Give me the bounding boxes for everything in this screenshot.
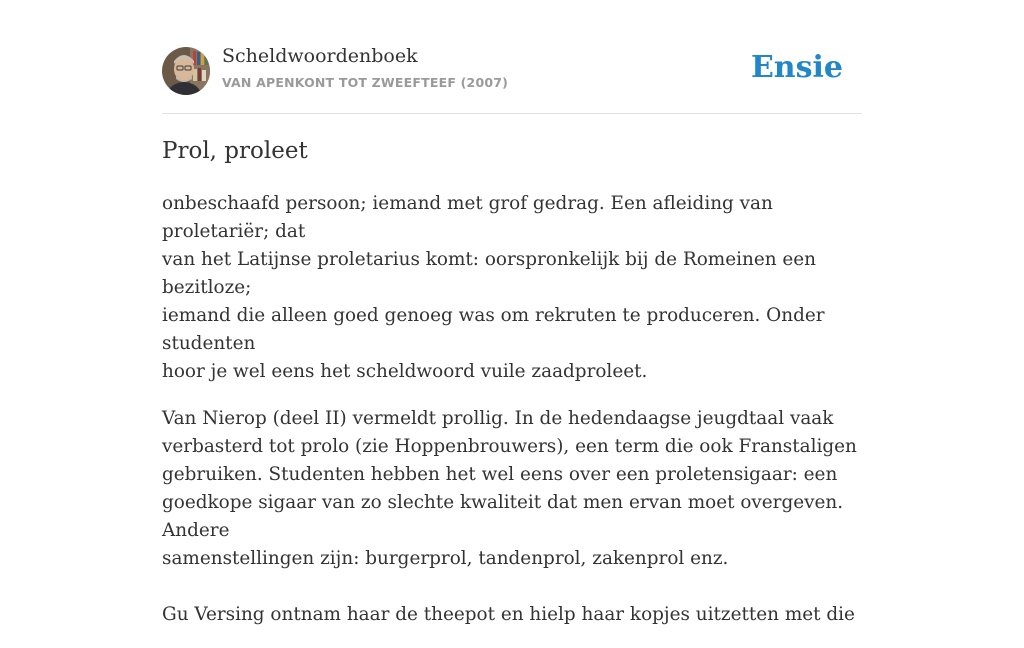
entry-paragraph: Van Nierop (deel II) vermeldt prollig. In de hedendaagse jeugdtaal vaak verbasterd tot prolo (zie Hoppenbrouwers), een term die ook Franstaligen gebruiken. Studenten hebben het wel eens over een proletensigaar: een goedkope sigaar van zo slechte kwaliteit dat men ervan moet overgeven. Andere samenstellingen zijn: burgerprol, tandenprol, zakenprol enz. Gu Versing ontnam haar de theepot en hielp haar kopjes uitzetten met die <box>162 408 857 625</box>
header <box>162 0 862 114</box>
entry-body <box>162 190 862 648</box>
author-portrait-icon <box>162 47 210 95</box>
entry-title: Prol, proleet <box>162 138 308 164</box>
book-subtitle: VAN APENKONT TOT ZWEEFTEEF (2007) <box>222 75 509 90</box>
book-title[interactable]: Scheldwoordenboek <box>222 45 418 67</box>
author-avatar[interactable] <box>162 47 210 95</box>
entry-card <box>162 0 862 625</box>
entry-paragraph: onbeschaafd persoon; iemand met grof gedrag. Een afleiding van proletariër; dat van het Latijnse proletarius komt: oorspronkelijk bij de Romeinen een bezitloze; iemand die alleen goed genoeg was om rekruten te produceren. Onder studenten hoor je wel eens het scheldwoord vuile zaadproleet. <box>162 193 825 382</box>
brand-logo[interactable]: Ensie <box>750 50 843 85</box>
